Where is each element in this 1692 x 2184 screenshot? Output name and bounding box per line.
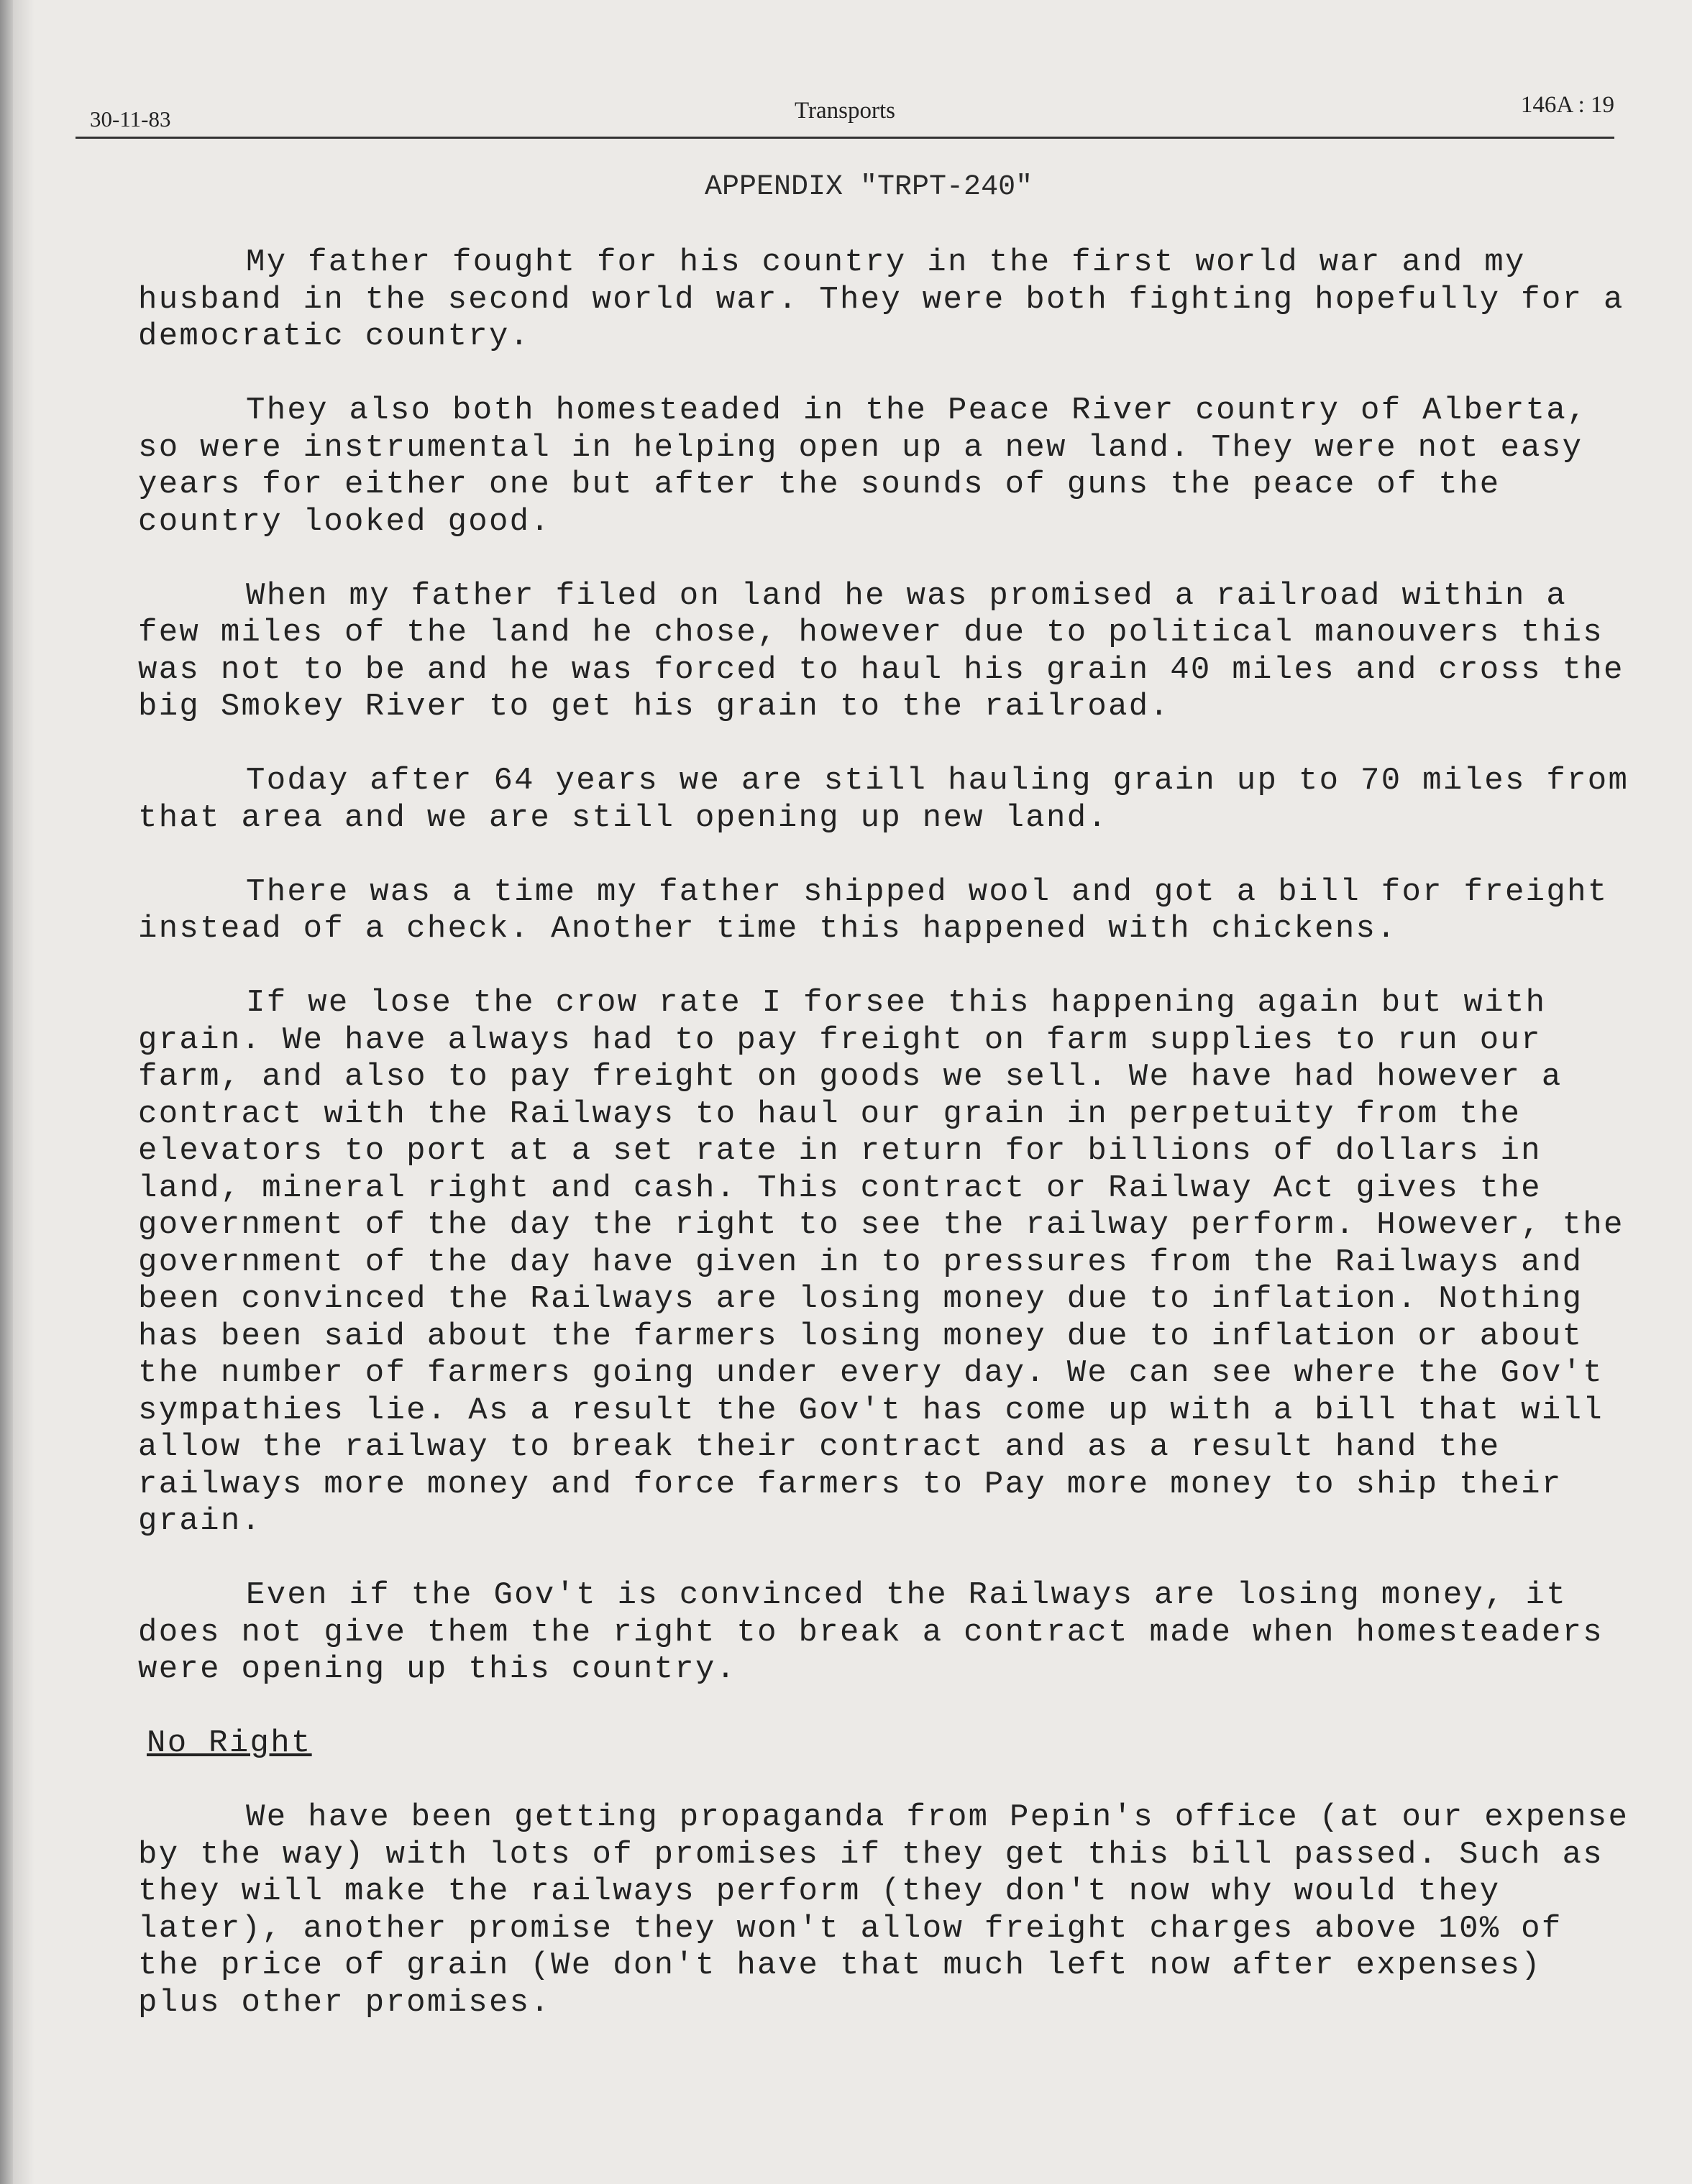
paragraph-4: Today after 64 years we are still hauling grain up to 70 miles from that area and we are still opening up new land.: [138, 763, 1629, 836]
paragraph-final: We have been getting propaganda from Pepin's office (at our expense by the way) with lots of promises if they get this bill passed. Such as they will make the railways perform (they don't now why would they later), another promise they won't allow freight charges above 10% of the price of grain (We don't have that much left now after expenses) plus other promises.: [138, 1799, 1629, 2021]
page-edge-shadow: [13, 0, 35, 2184]
appendix-title: APPENDIX "TRPT-240": [705, 171, 1033, 203]
paragraph-3: When my father filed on land he was promised a railroad within a few miles of the land he chose, however due to political manouvers this was not to be and he was forced to haul his grain 40 miles and cross the big Smokey River to get his grain to the railroad.: [138, 577, 1624, 725]
running-header: [76, 92, 1614, 139]
header-date: 30-11-83: [90, 106, 171, 132]
header-title: Transports: [795, 98, 895, 124]
header-page-number: 146A : 19: [1520, 92, 1614, 118]
paragraph-2: They also both homesteaded in the Peace River country of Alberta, so were instrumental in helping open up a new land. They were not easy years for either one but after the sounds of guns the peace of the country looked good.: [138, 393, 1588, 540]
letter-body: [138, 244, 1634, 2059]
paragraph-5: There was a time my father shipped wool and got a bill for freight instead of a check. Another time this happened with chickens.: [138, 873, 1609, 947]
paragraph-6: If we lose the crow rate I forsee this happening again but with grain. We have always had to pay freight on farm supplies to run our farm, and also to pay freight on goods we sell. We have had however a contract with the Railways to haul our grain in perpetuity from the elevators to port at a set rate in return for billions of dollars in land, mineral right and cash. This contract or Railway Act gives the government of the day the right to see the railway perform. However, the government of the day have given in to pressures from the Railways and been convinced the Railways are losing money due to inflation. Nothing has been said about the farmers losing money due to inflation or about the number of farmers going under every day. We can see where the Gov't sympathies lie. As a result the Gov't has come up with a bill that will allow the railway to break their contract and as a result hand the railways more money and force farmers to Pay more money to ship their grain.: [138, 985, 1624, 1539]
paragraph-7: Even if the Gov't is convinced the Railways are losing money, it does not give them the right to break a contract made when homesteaders were opening up this country.: [138, 1577, 1604, 1687]
paragraph-1: My father fought for his country in the first world war and my husband in the second world war. They were both fighting hopefully for a democratic country.: [138, 244, 1624, 354]
subheading-no-right: No Right: [147, 1725, 312, 1761]
book-spine: [0, 0, 13, 2184]
